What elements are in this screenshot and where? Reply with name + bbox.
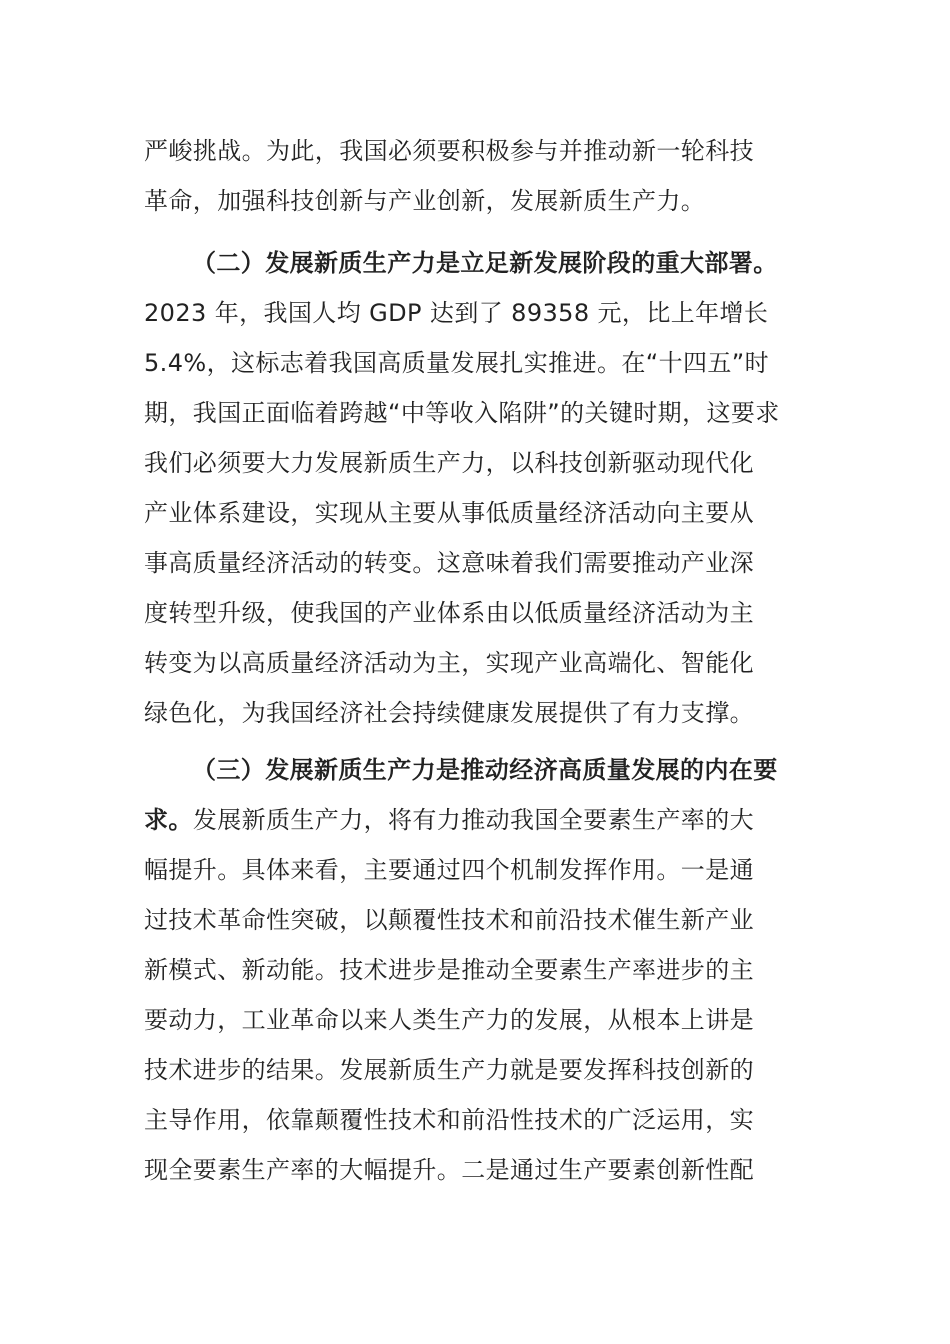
text-line [144,795,824,845]
text-line: 转变为以高质量经济活动为主，实现产业高端化、智能化 [144,649,754,677]
paragraph-section-3 [144,745,824,1195]
text-line: 5.4%，这标志着我国高质量发展扎实推进。在“十四五”时 [144,349,770,377]
section-heading: （三）发展新质生产力是推动经济高质量发展的内在要 [192,756,778,784]
text-line: 期，我国正面临着跨越“中等收入陷阱”的关键时期，这要求 [144,399,780,427]
text-line: 事高质量经济活动的转变。这意味着我们需要推动产业深 [144,549,754,577]
text-line: 主导作用，依靠颠覆性技术和前沿性技术的广泛运用，实 [144,1106,754,1134]
text-line: 现全要素生产率的大幅提升。二是通过生产要素创新性配 [144,1156,754,1184]
text-line: 新模式、新动能。技术进步是推动全要素生产率进步的主 [144,956,754,984]
text-line: 过技术革命性突破，以颠覆性技术和前沿技术催生新产业 [144,906,754,934]
text-line: 2023 年，我国人均 GDP 达到了 89358 元，比上年增长 [144,299,769,327]
text-line: 绿色化，为我国经济社会持续健康发展提供了有力支撑。 [144,699,754,727]
section-heading: （二）发展新质生产力是立足新发展阶段的重大部署。 [192,249,778,277]
text-line: 产业体系建设，实现从主要从事低质量经济活动向主要从 [144,499,754,527]
text-run: 发展新质生产力，将有力推动我国全要素生产率的大 [192,806,755,834]
paragraph-section-2 [144,238,824,738]
text-line: 革命，加强科技创新与产业创新，发展新质生产力。 [144,187,706,215]
paragraph-continuation [144,126,824,226]
text-line: 幅提升。具体来看，主要通过四个机制发挥作用。一是通 [144,856,754,884]
text-line: 要动力，工业革命以来人类生产力的发展，从根本上讲是 [144,1006,754,1034]
section-heading-end: 求。 [144,806,193,834]
text-line: 严峻挑战。为此，我国必须要积极参与并推动新一轮科技 [144,137,754,165]
text-line: 技术进步的结果。发展新质生产力就是要发挥科技创新的 [144,1056,754,1084]
text-line: 度转型升级，使我国的产业体系由以低质量经济活动为主 [144,599,754,627]
text-line: 我们必须要大力发展新质生产力，以科技创新驱动现代化 [144,449,754,477]
